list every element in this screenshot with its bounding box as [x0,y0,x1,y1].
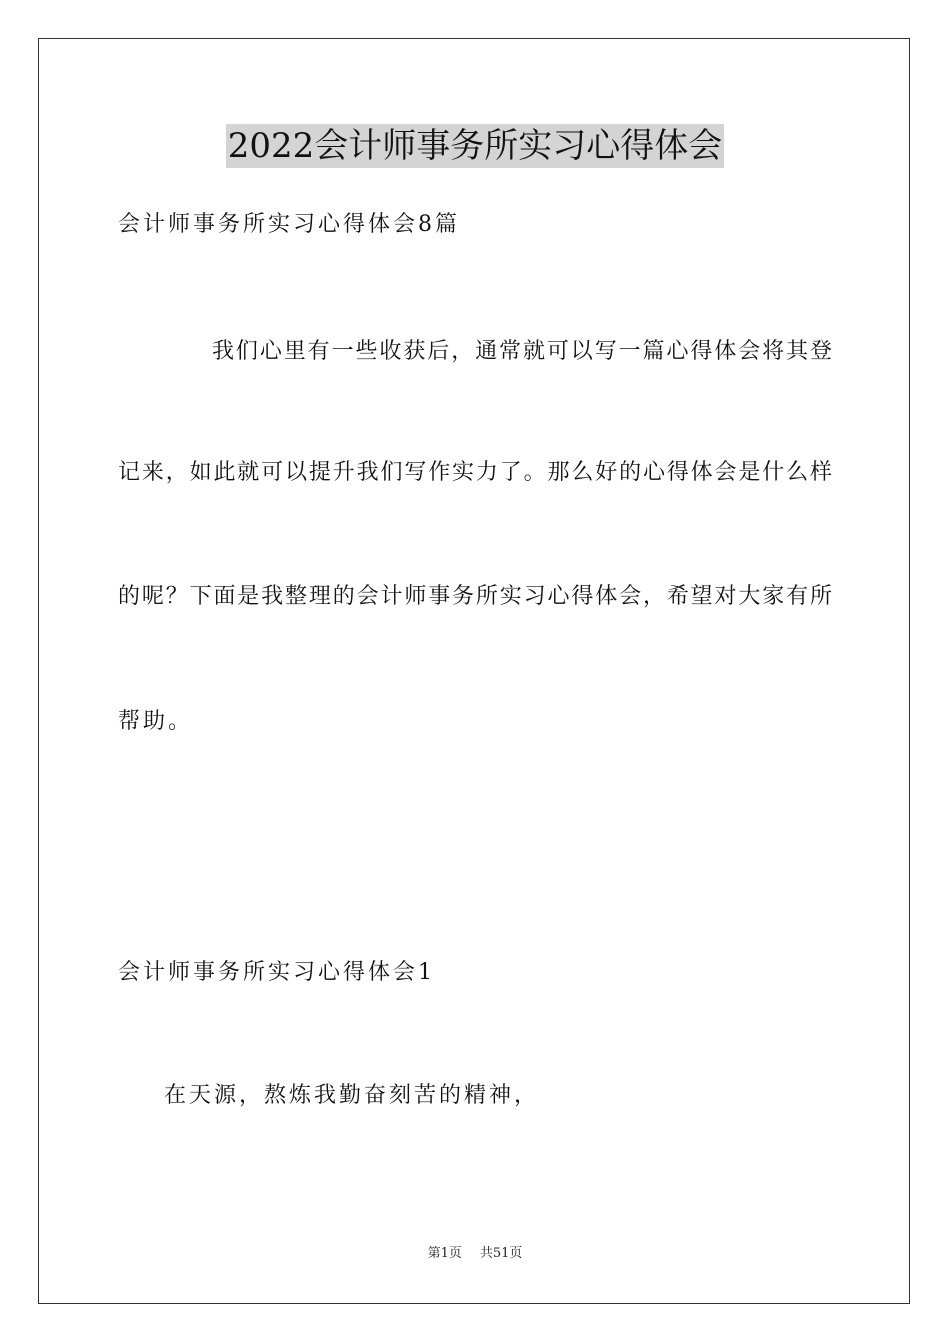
document-title: 2022会计师事务所实习心得体会 [227,126,723,166]
document-subtitle: 会计师事务所实习心得体会8篇 [118,212,460,237]
intro-line-2: 记来，如此就可以提升我们写作实力了。那么好的心得体会是什么样 [118,460,832,485]
section-heading: 会计师事务所实习心得体会1 [118,960,435,985]
intro-line-4: 帮助。 [118,709,194,734]
page-footer [0,1245,950,1263]
page-total: 共51页 [479,1246,523,1261]
title-container [0,124,950,168]
intro-line-3: 的呢？下面是我整理的会计师事务所实习心得体会，希望对大家有所 [118,584,832,609]
intro-line-1: 我们心里有一些收获后，通常就可以写一篇心得体会将其登 [212,339,832,364]
page-number: 第1页 [427,1246,462,1261]
section-paragraph-line: 在天源，熬炼我勤奋刻苦的精神， [164,1083,540,1108]
